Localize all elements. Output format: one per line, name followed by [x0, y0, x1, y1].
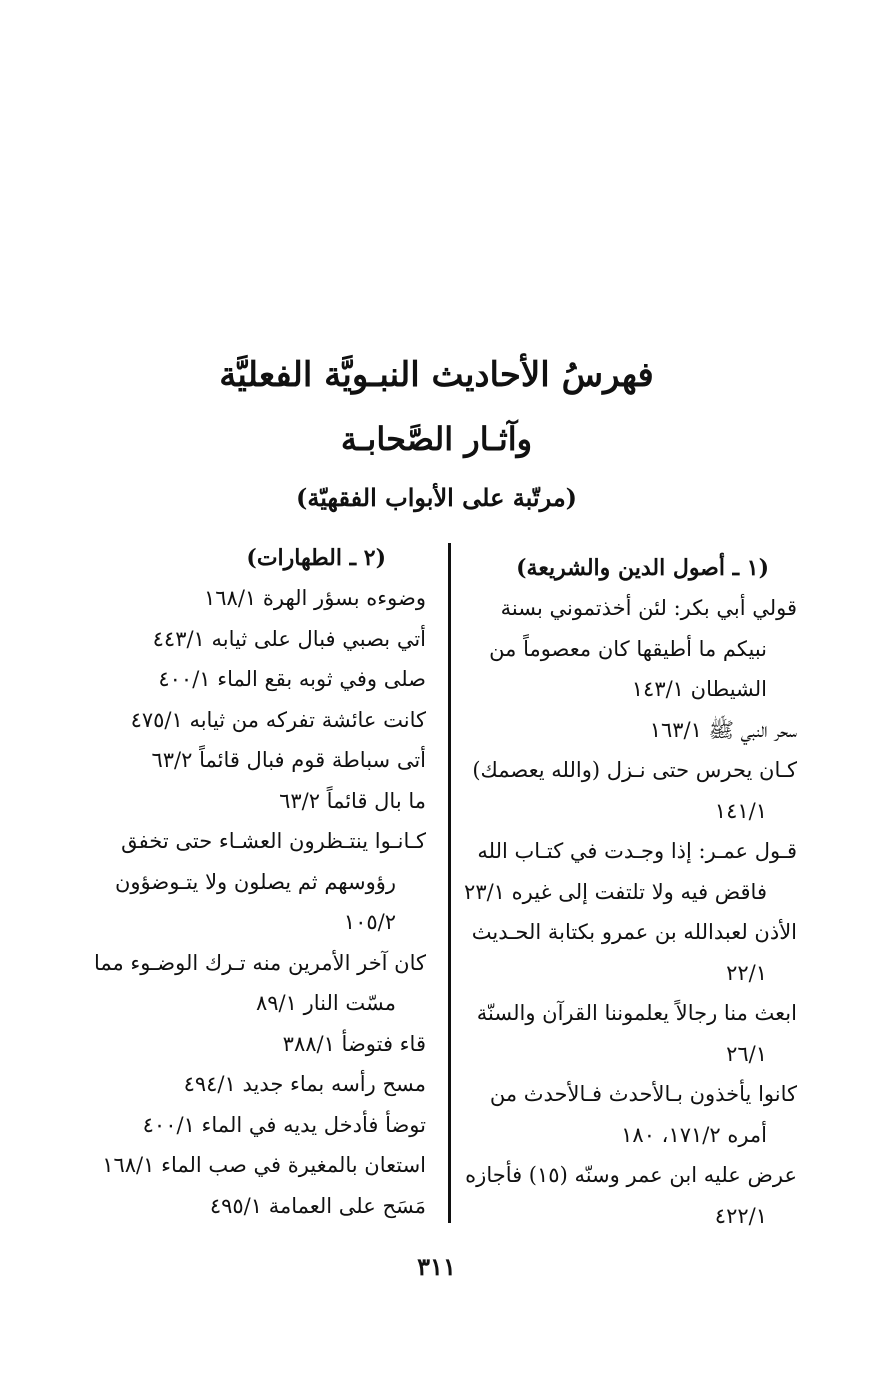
- index-entry: وضوءه بسؤر الهرة ١٦٨/١: [204, 586, 426, 610]
- index-entry: كـانـوا ينتـظرون العشـاء حتى تخفق رؤوسهم ثم يصلون ولا يتـوضؤون ١٠٥/٢: [114, 829, 426, 934]
- index-entry: مسح رأسه بماء جديد ٤٩٤/١: [183, 1072, 426, 1096]
- right-column: [462, 538, 797, 1236]
- index-entry: قـول عمـر: إذا وجـدت في كتـاب الله فاقض فيه ولا تلتفت إلى غيره ٢٣/١: [464, 839, 797, 904]
- page-number: ٣١١: [417, 1252, 456, 1281]
- section-heading-purification: (٢ ـ الطهارات): [246, 545, 386, 571]
- index-entry: أتي بصبي فبال على ثيابه ٤٤٣/١: [152, 626, 426, 651]
- index-entry: أتى سباطة قوم فبال قائماً ٦٣/٢: [151, 748, 426, 772]
- index-entry: عرض عليه ابن عمر وسنّه (١٥) فأجازه ٤٢٢/١: [465, 1163, 797, 1228]
- index-entry: مَسَح على العمامة ٤٩٥/١: [209, 1193, 426, 1218]
- index-entry: كـان يحرس حتى نـزل (والله يعصمك) ١٤١/١: [472, 758, 797, 823]
- index-title-continued: وآثـار الصَّحابـة: [340, 420, 533, 458]
- section-heading-foundations: (١ ـ أصول الدين والشريعة): [516, 555, 769, 581]
- index-entry: الأذن لعبدالله بن عمرو بكتابة الحـديث ٢٢/١: [471, 920, 797, 985]
- index-title: فهرسُ الأحاديث النبـويَّة الفعليَّة: [219, 355, 654, 395]
- index-entry: سحر النبي ﷺ ١٦٣/١: [649, 717, 797, 742]
- column-divider: [448, 543, 451, 1223]
- index-entry: توضأ فأدخل يديه في الماء ٤٠٠/١: [142, 1112, 426, 1137]
- index-entry: كانت عائشة تفركه من ثيابه ٤٧٥/١: [130, 707, 426, 732]
- index-entry: استعان بالمغيرة في صب الماء ١٦٨/١: [102, 1153, 426, 1177]
- index-entry: كانوا يأخذون بـالأحدث فـالأحدث من أمره ١٧١/٢، ١٨٠: [489, 1082, 797, 1147]
- index-entry: قاء فتوضأ ٣٨٨/١: [282, 1031, 426, 1056]
- index-entry: صلى وفي ثوبه بقع الماء ٤٠٠/١: [158, 667, 426, 691]
- index-entry: قولي أبي بكر: لئن أخذتموني بسنة نبيكم ما أطيقها كان معصوماً من الشيطان ١٤٣/١: [489, 596, 797, 701]
- index-entry: ما بال قائماً ٦٣/٢: [279, 788, 426, 813]
- index-entry: ابعث منا رجالاً يعلموننا القرآن والسنّة ٢٦/١: [476, 1001, 797, 1066]
- index-subtitle: (مرتّبة على الأبواب الفقهيّة): [295, 483, 578, 512]
- index-entry: كان آخر الأمرين منه تـرك الوضـوء مما مسّت النار ٨٩/١: [93, 950, 426, 1015]
- left-column: [86, 538, 426, 1226]
